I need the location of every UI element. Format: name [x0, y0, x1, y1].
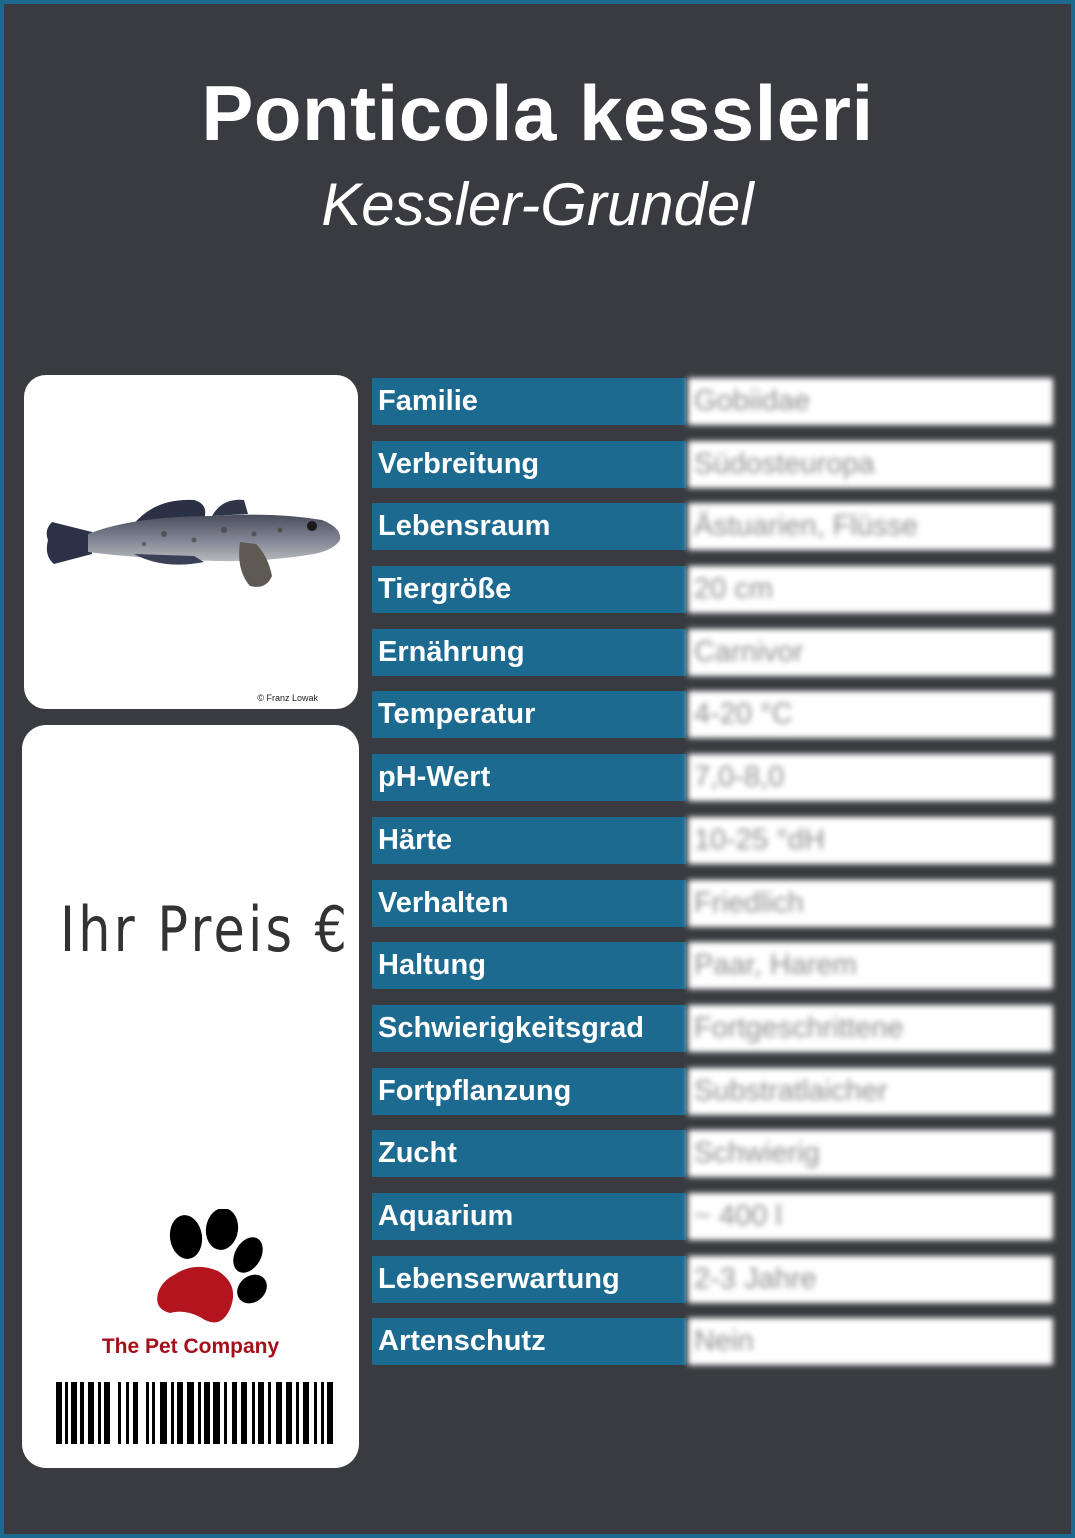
photo-card: [24, 375, 358, 709]
fish-image: [44, 490, 344, 600]
fact-label: Verbreitung: [372, 441, 686, 488]
fact-value: Substratlaicher: [688, 1068, 1053, 1115]
page-title: Ponticola kessleri: [201, 69, 874, 157]
page-subtitle: Kessler-Grundel: [321, 171, 754, 238]
fact-row-temperatur: [372, 691, 1053, 738]
fact-label: Artenschutz: [372, 1318, 686, 1365]
fact-value: Friedlich: [688, 880, 1053, 927]
fact-value: ~ 400 l: [688, 1193, 1053, 1240]
fact-row-tiergroesse: [372, 566, 1053, 613]
fact-row-ernaehrung: [372, 629, 1053, 676]
fact-value: Gobiidae: [688, 378, 1053, 425]
fact-row-schwierigkeitsgrad: [372, 1005, 1053, 1052]
fact-value: Nein: [688, 1318, 1053, 1365]
fact-label: Aquarium: [372, 1193, 686, 1240]
fact-label: Tiergröße: [372, 566, 686, 613]
fact-label: Zucht: [372, 1130, 686, 1177]
fact-value: 10-25 °dH: [688, 817, 1053, 864]
fact-row-fortpflanzung: [372, 1068, 1053, 1115]
fact-label: Ernährung: [372, 629, 686, 676]
fact-value: 4-20 °C: [688, 691, 1053, 738]
fact-value: 2-3 Jahre: [688, 1256, 1053, 1303]
fact-label: Temperatur: [372, 691, 686, 738]
fact-label: Haltung: [372, 942, 686, 989]
fact-row-verbreitung: [372, 441, 1053, 488]
fact-row-lebensraum: [372, 503, 1053, 550]
fact-row-lebenserwartung: [372, 1256, 1053, 1303]
fact-value: 20 cm: [688, 566, 1053, 613]
price-label: Ihr Preis €: [60, 893, 351, 966]
fact-row-haerte: [372, 817, 1053, 864]
fact-row-artenschutz: [372, 1318, 1053, 1365]
fact-row-ph-wert: [372, 754, 1053, 801]
fact-value: Paar, Harem: [688, 942, 1053, 989]
fact-label: Lebensraum: [372, 503, 686, 550]
fact-value: Ästuarien, Flüsse: [688, 503, 1053, 550]
brand-name: The Pet Company: [101, 1335, 280, 1358]
fact-label: Familie: [372, 378, 686, 425]
photo-credit: © Franz Lowak: [257, 693, 318, 703]
fact-label: pH-Wert: [372, 754, 686, 801]
fact-value: Schwierig: [688, 1130, 1053, 1177]
price-card: [22, 725, 359, 1468]
fact-label: Verhalten: [372, 880, 686, 927]
paw-logo-icon: [140, 1209, 280, 1334]
fact-row-zucht: [372, 1130, 1053, 1177]
fact-label: Schwierigkeitsgrad: [372, 1005, 686, 1052]
fact-label: Härte: [372, 817, 686, 864]
fact-value: Südosteuropa: [688, 441, 1053, 488]
fact-row-aquarium: [372, 1193, 1053, 1240]
fact-row-familie: [372, 378, 1053, 425]
fact-row-verhalten: [372, 880, 1053, 927]
facts-table: [372, 378, 1053, 1381]
barcode-icon: [56, 1382, 334, 1444]
fact-value: 7,0-8,0: [688, 754, 1053, 801]
fact-value: Fortgeschrittene: [688, 1005, 1053, 1052]
fact-label: Fortpflanzung: [372, 1068, 686, 1115]
fact-label: Lebenserwartung: [372, 1256, 686, 1303]
fact-row-haltung: [372, 942, 1053, 989]
fact-value: Carnivor: [688, 629, 1053, 676]
